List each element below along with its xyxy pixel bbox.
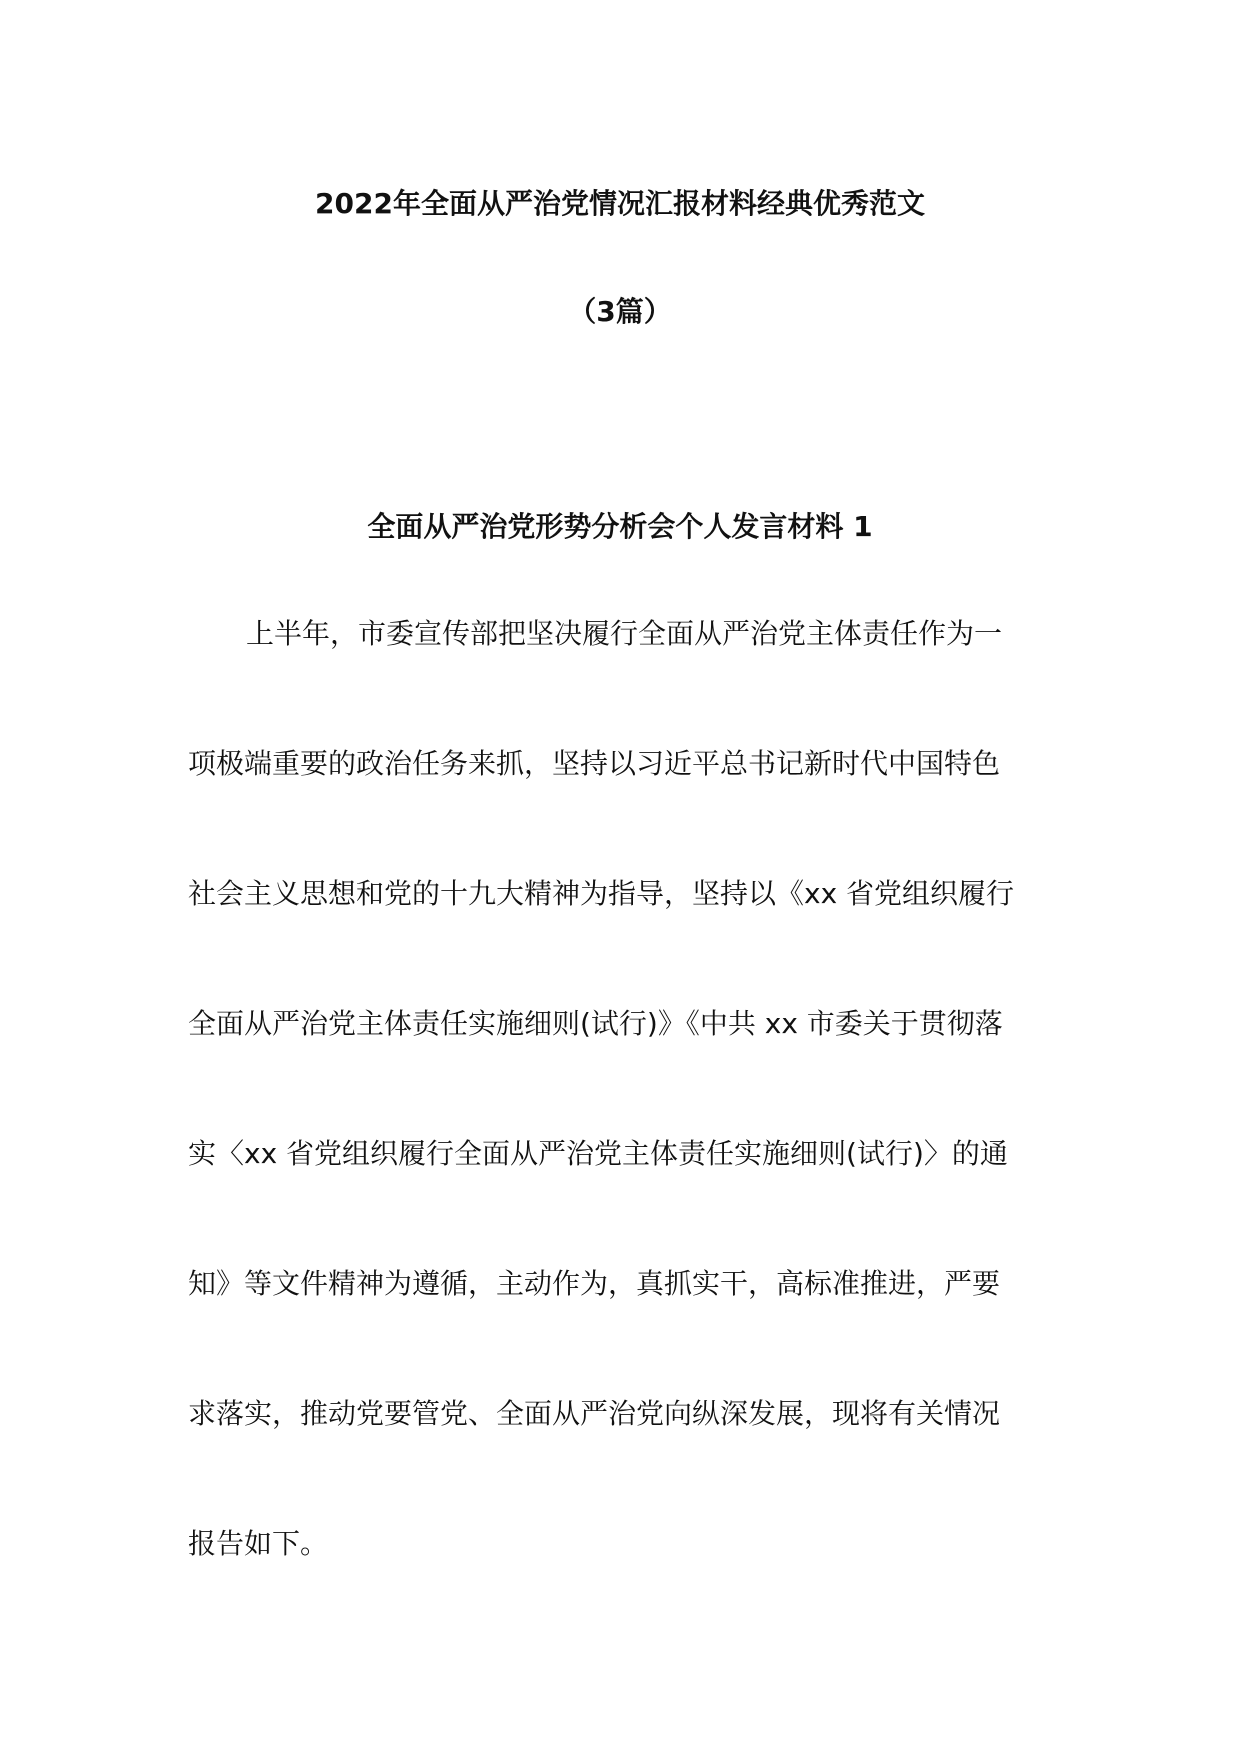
paragraph-line: 社会主义思想和党的十九大精神为指导，坚持以《xx 省党组织履行 bbox=[188, 877, 1015, 910]
document-subtitle: （3篇） bbox=[568, 295, 672, 328]
paragraph-line: 全面从严治党主体责任实施细则(试行)》《中共 xx 市委关于贯彻落 bbox=[188, 1007, 1003, 1040]
paragraph-line: 实〈xx 省党组织履行全面从严治党主体责任实施细则(试行)〉的通 bbox=[188, 1137, 1008, 1170]
document-title: 2022年全面从严治党情况汇报材料经典优秀范文 bbox=[315, 187, 925, 220]
section-heading: 全面从严治党形势分析会个人发言材料 1 bbox=[367, 510, 873, 543]
paragraph-line: 知》等文件精神为遵循，主动作为，真抓实干，高标准推进，严要 bbox=[188, 1267, 1001, 1300]
paragraph-line: 报告如下。 bbox=[188, 1527, 329, 1560]
paragraph-line: 求落实，推动党要管党、全面从严治党向纵深发展，现将有关情况 bbox=[188, 1397, 1001, 1430]
paragraph-line: 项极端重要的政治任务来抓，坚持以习近平总书记新时代中国特色 bbox=[188, 747, 1001, 780]
paragraph-line: 上半年，市委宣传部把坚决履行全面从严治党主体责任作为一 bbox=[246, 617, 1003, 650]
